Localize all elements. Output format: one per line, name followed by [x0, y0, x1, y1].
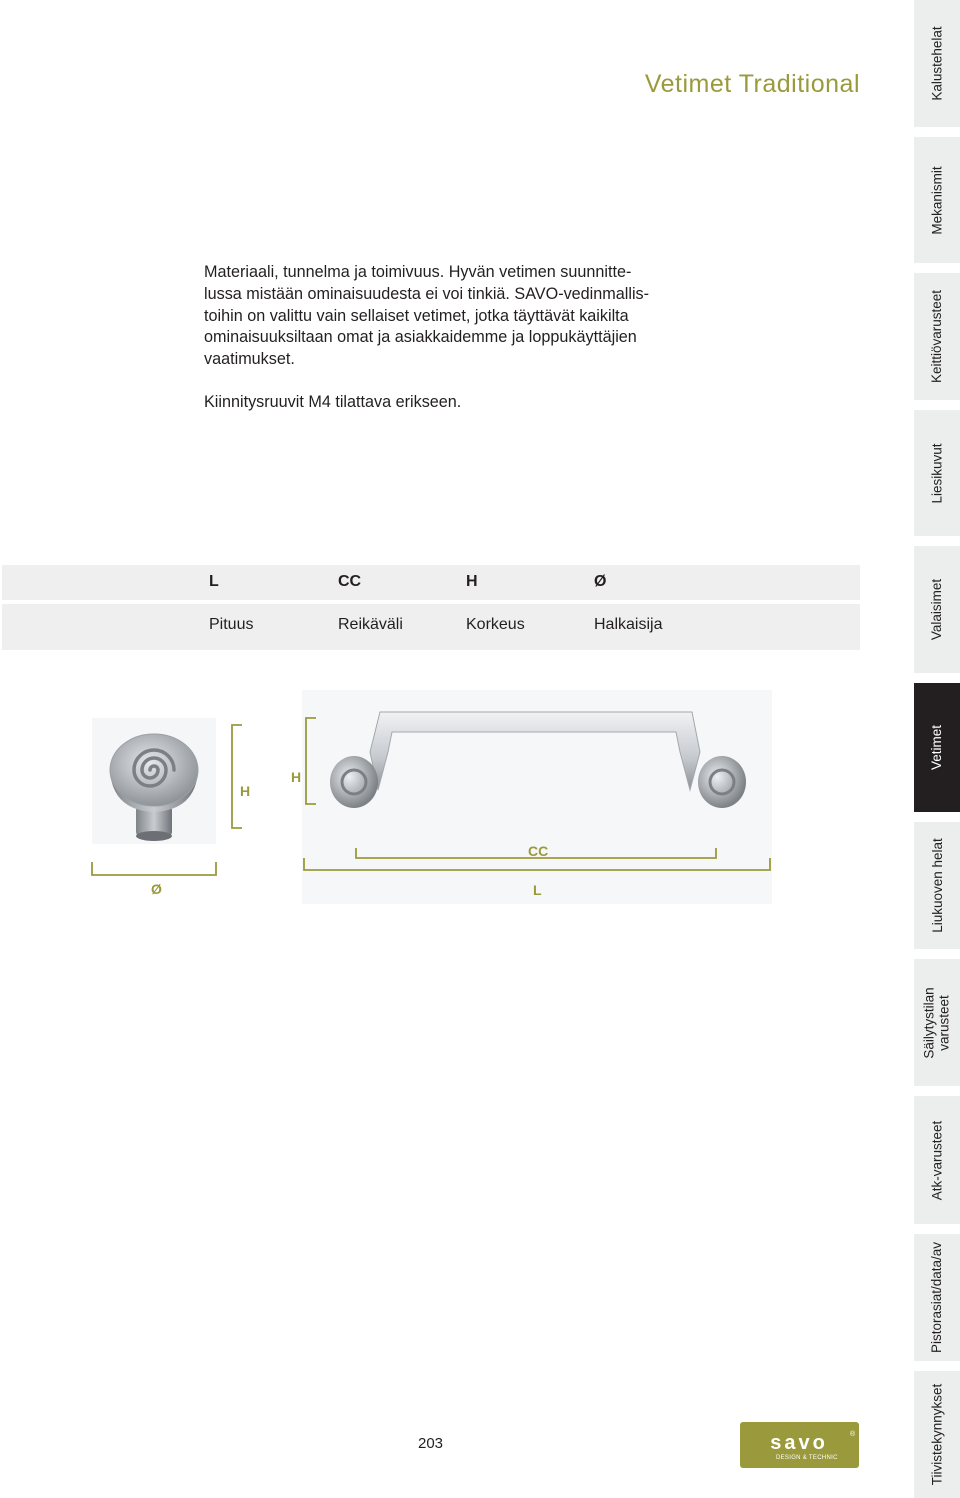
tab-label: Pistorasiat/data/av — [929, 1241, 945, 1354]
tab-keittiovarusteet[interactable] — [914, 273, 960, 400]
tab-label: Tiivistekynnykset — [929, 1383, 945, 1486]
symbol-cc: CC — [338, 573, 362, 590]
label-height: Korkeus — [466, 616, 525, 633]
knob-height-label: H — [240, 783, 251, 799]
tab-label: Liesikuvut — [929, 442, 945, 504]
tab-label: Atk-varusteet — [929, 1120, 945, 1200]
mounting-screw-note: Kiinnitysruuvit M4 tilattava erikseen. — [204, 393, 462, 412]
dimensions-table — [2, 565, 860, 650]
logo-wordmark: savo — [770, 1432, 828, 1454]
tab-liukuoven-helat[interactable] — [914, 822, 960, 949]
intro-text — [204, 262, 684, 414]
tab-tiivistekynnykset[interactable] — [914, 1371, 960, 1498]
tab-vetimet[interactable] — [914, 683, 960, 812]
tab-label: Valaisimet — [929, 578, 945, 641]
tab-liesikuvut[interactable] — [914, 410, 960, 536]
tab-label: Kalustehelat — [929, 26, 945, 101]
savo-logo — [740, 1422, 859, 1468]
intro-paragraph: Materiaali, tunnelma ja toimivuus. Hyvän vetimen suunnitte- lussa mistään ominaisuudesta ei voi tinkiä. SAVO-vedinmallis- toihin on valittu vain sellaiset vetimet, jotka täyttävät kaikilta ominaisuuksiltaan omat ja asiakkaidemme ja loppukäyttäjien vaatimukset. — [204, 263, 650, 369]
logo-registered-mark: ® — [850, 1431, 856, 1438]
logo-tagline: DESIGN & TECHNIC — [776, 1455, 838, 1461]
label-length: Pituus — [209, 616, 254, 633]
handle-cc-label: CC — [528, 843, 549, 859]
tab-pistorasiat-data-av[interactable] — [914, 1234, 960, 1361]
tab-label: Liukuoven helat — [929, 838, 945, 933]
tab-mekanismit[interactable] — [914, 137, 960, 263]
tab-valaisimet[interactable] — [914, 546, 960, 673]
page-title: Vetimet Traditional — [644, 70, 860, 98]
symbol-diameter: Ø — [594, 573, 607, 590]
label-diameter: Halkaisija — [594, 616, 663, 633]
label-cc: Reikäväli — [338, 616, 403, 633]
dimension-labels-row — [2, 604, 860, 650]
handle-length-label: L — [533, 882, 542, 898]
dimension-symbols-row — [2, 565, 860, 600]
tab-sailytystilan-varusteet[interactable] — [914, 959, 960, 1086]
tab-label: Vetimet — [929, 724, 945, 771]
tab-label: Keittiövarusteet — [929, 289, 945, 384]
tab-kalustehelat[interactable] — [914, 0, 960, 127]
tab-label: Säilytystilan varusteet — [922, 986, 952, 1059]
tab-atk-varusteet[interactable] — [914, 1096, 960, 1224]
section-tabs — [914, 0, 960, 1498]
tab-label: Mekanismit — [929, 165, 945, 235]
knob-diameter-label: Ø — [151, 881, 162, 897]
handle-height-label: H — [291, 769, 302, 785]
dimension-lines — [0, 680, 860, 910]
symbol-height: H — [466, 573, 478, 590]
symbol-length: L — [209, 573, 219, 590]
page-number: 203 — [418, 1435, 444, 1452]
